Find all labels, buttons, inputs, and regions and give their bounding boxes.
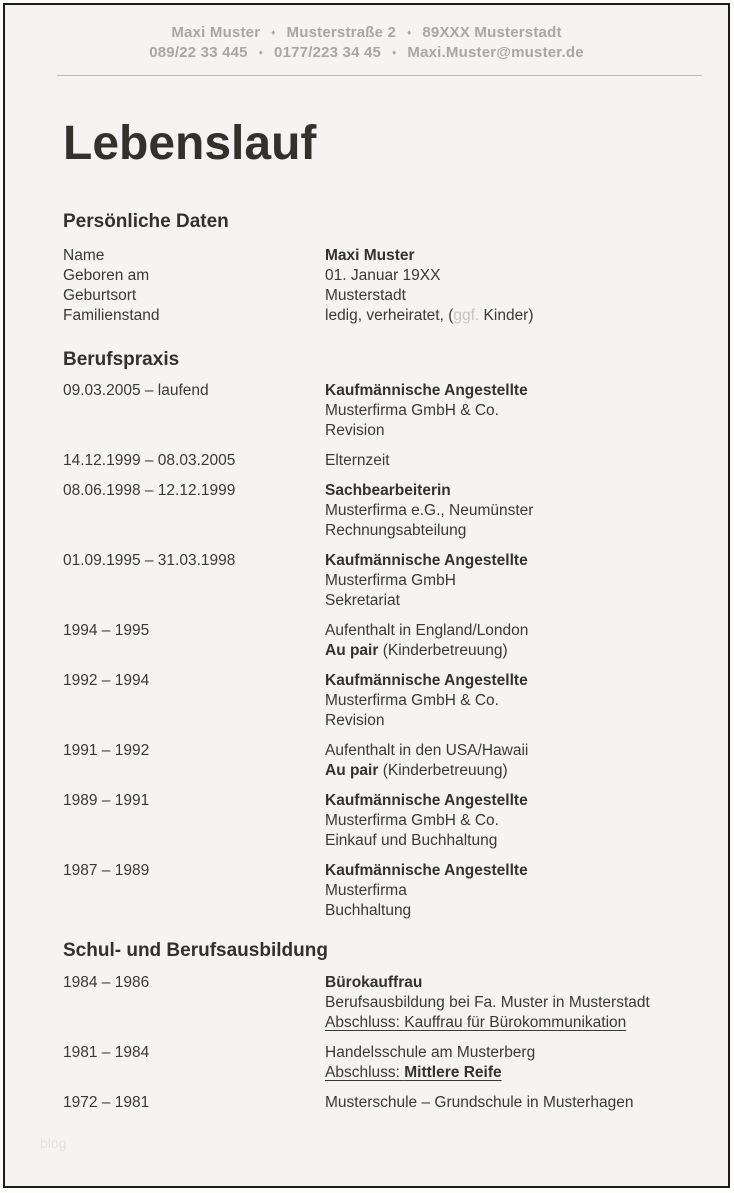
- entry-company: Musterfirma GmbH & Co.: [325, 692, 499, 709]
- entry-department: Sekretariat: [325, 592, 400, 609]
- entry-title: Handelsschule am Musterberg: [325, 1044, 536, 1061]
- entry-title: Bürokauffrau: [325, 974, 423, 991]
- entry-description: Berufsausbildung bei Fa. Muster in Musterstadt: [325, 994, 650, 1011]
- entry-details: [325, 621, 728, 661]
- entry-details: [325, 451, 728, 471]
- diamond-separator-icon: ♦: [271, 28, 276, 37]
- entry-period: 1984 – 1986: [63, 974, 150, 991]
- entry-title: Kaufmännische Angestellte: [325, 792, 528, 809]
- personal-value: ledig, verheiratet, (ggf. Kinder): [325, 307, 534, 324]
- entry-period: 1987 – 1989: [63, 862, 150, 879]
- section-heading-education: Schul- und Berufsausbildung: [63, 940, 328, 961]
- personal-row-birthplace: [63, 286, 728, 306]
- personal-row-name: [63, 246, 728, 266]
- career-entry: [63, 451, 728, 471]
- entry-period: 08.06.1998 – 12.12.1999: [63, 482, 236, 499]
- muted-hint-text: ggf.: [453, 307, 480, 324]
- entry-department: Einkauf und Buchhaltung: [325, 832, 498, 849]
- entry-degree: Abschluss: Mittlere Reife: [325, 1064, 502, 1081]
- personal-label: Familienstand: [63, 307, 160, 324]
- entry-title: Kaufmännische Angestellte: [325, 672, 528, 689]
- entry-title: Musterschule – Grundschule in Musterhagen: [325, 1094, 634, 1111]
- entry-details: [325, 671, 728, 731]
- page-border-frame: [3, 3, 730, 1188]
- entry-degree: Abschluss: Kauffrau für Bürokommunikation: [325, 1014, 627, 1031]
- entry-title: Kaufmännische Angestellte: [325, 862, 528, 879]
- entry-period: 1981 – 1984: [63, 1044, 150, 1061]
- watermark-text: blog: [40, 1135, 67, 1151]
- entry-period: 01.09.1995 – 31.03.1998: [63, 552, 236, 569]
- entry-department: Buchhaltung: [325, 902, 412, 919]
- entry-company: Musterfirma GmbH & Co.: [325, 402, 499, 419]
- career-entry: [63, 381, 728, 441]
- entry-department: Revision: [325, 712, 385, 729]
- entry-title: Sachbearbeiterin: [325, 482, 451, 499]
- personal-value: Musterstadt: [325, 287, 406, 304]
- entry-details: [325, 481, 728, 541]
- entry-period: 1992 – 1994: [63, 672, 150, 689]
- entry-details: [325, 791, 728, 851]
- career-entry: [63, 741, 728, 781]
- entry-details: [325, 973, 728, 1033]
- career-entry: [63, 671, 728, 731]
- contact-mobile: 0177/223 34 45: [274, 44, 382, 61]
- personal-label: Geburtsort: [63, 287, 137, 304]
- entry-role: Au pair (Kinderbetreuung): [325, 642, 508, 659]
- entry-title: Elternzeit: [325, 452, 390, 469]
- personal-label: Geboren am: [63, 267, 150, 284]
- diamond-separator-icon: ♦: [392, 48, 397, 57]
- entry-role: Au pair (Kinderbetreuung): [325, 762, 508, 779]
- entry-title: Kaufmännische Angestellte: [325, 552, 528, 569]
- entry-period: 1994 – 1995: [63, 622, 150, 639]
- entry-department: Revision: [325, 422, 385, 439]
- entry-title: Aufenthalt in England/London: [325, 622, 529, 639]
- contact-street: Musterstraße 2: [286, 24, 397, 41]
- personal-label: Name: [63, 247, 105, 264]
- personal-row-marital-status: [63, 306, 728, 326]
- entry-details: [325, 1043, 728, 1083]
- personal-value: Maxi Muster: [325, 247, 415, 264]
- entry-period: 14.12.1999 – 08.03.2005: [63, 452, 236, 469]
- personal-row-birthdate: [63, 266, 728, 286]
- education-entry: [63, 1093, 728, 1113]
- career-entry: [63, 481, 728, 541]
- entry-details: [325, 861, 728, 921]
- career-entry: [63, 861, 728, 921]
- entry-company: Musterfirma: [325, 882, 407, 899]
- personal-value: 01. Januar 19XX: [325, 267, 441, 284]
- contact-line-2: [5, 43, 728, 63]
- career-entry: [63, 621, 728, 661]
- career-entry: [63, 791, 728, 851]
- entry-company: Musterfirma e.G., Neumünster: [325, 502, 534, 519]
- contact-line-1: [5, 23, 728, 43]
- entry-department: Rechnungsabteilung: [325, 522, 467, 539]
- header-divider: [57, 75, 702, 76]
- entry-company: Musterfirma GmbH: [325, 572, 456, 589]
- career-entry: [63, 551, 728, 611]
- section-heading-personal: Persönliche Daten: [63, 211, 229, 232]
- entry-period: 1989 – 1991: [63, 792, 150, 809]
- contact-name: Maxi Muster: [171, 24, 261, 41]
- contact-email: Maxi.Muster@muster.de: [407, 44, 584, 61]
- education-entry: [63, 1043, 728, 1083]
- entry-period: 09.03.2005 – laufend: [63, 382, 209, 399]
- contact-city: 89XXX Musterstadt: [422, 24, 562, 41]
- entry-details: [325, 741, 728, 781]
- diamond-separator-icon: ♦: [258, 48, 264, 57]
- entry-period: 1972 – 1981: [63, 1094, 150, 1111]
- contact-phone: 089/22 33 445: [149, 44, 248, 61]
- entry-details: [325, 551, 728, 611]
- section-heading-career: Berufspraxis: [63, 349, 180, 370]
- entry-details: [325, 1093, 728, 1113]
- entry-title: Kaufmännische Angestellte: [325, 382, 528, 399]
- entry-company: Musterfirma GmbH & Co.: [325, 812, 499, 829]
- education-entry: [63, 973, 728, 1033]
- diamond-separator-icon: ♦: [407, 28, 412, 37]
- contact-header: [5, 5, 728, 76]
- entry-title: Aufenthalt in den USA/Hawaii: [325, 742, 529, 759]
- entry-details: [325, 381, 728, 441]
- entry-period: 1991 – 1992: [63, 742, 150, 759]
- page-title: Lebenslauf: [63, 117, 317, 170]
